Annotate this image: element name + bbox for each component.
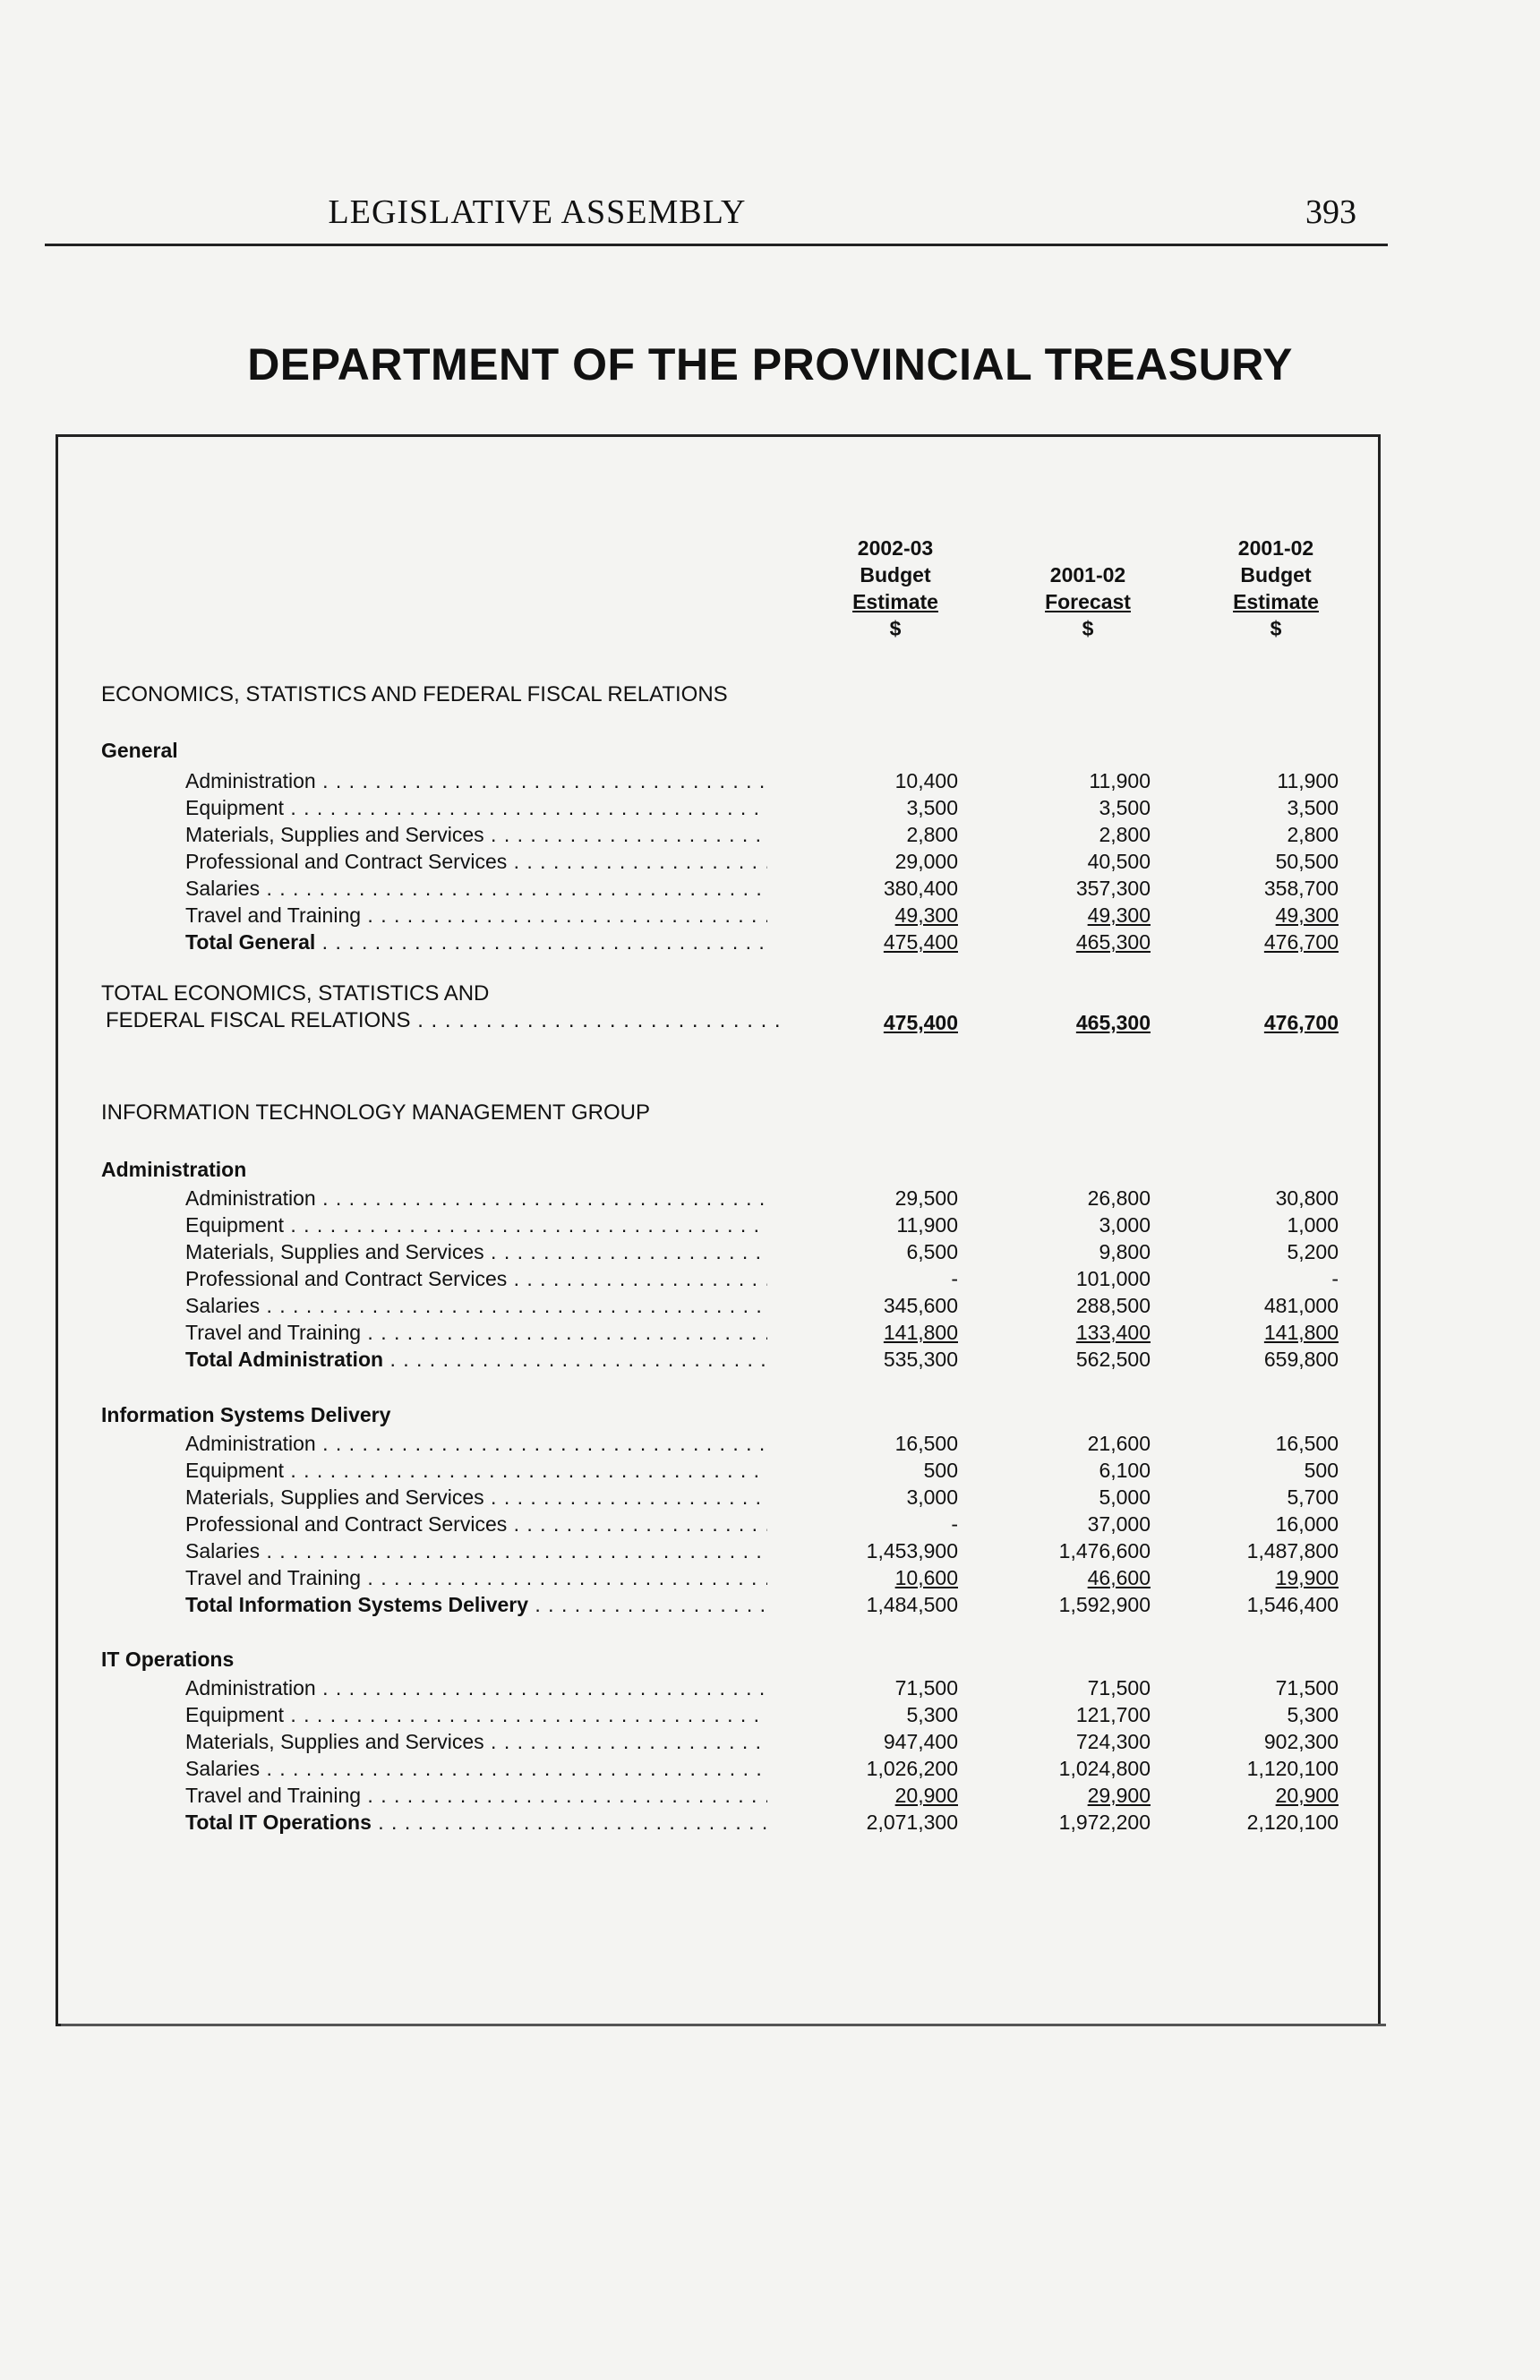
cell-value: 141,800 [1263,1321,1339,1344]
cell-value: 5,000 [1099,1485,1151,1509]
cell-value: 11,900 [1089,769,1151,792]
cell-value: 358,700 [1263,877,1339,900]
row-label: Travel and Training . . . [185,902,767,929]
col-year [989,535,1186,561]
col-year: 2001-02 [1237,536,1314,560]
table-row [0,821,1540,848]
group-title-it-operations: IT Operations [101,1648,235,1671]
cell-value: 11,900 [896,1213,958,1237]
cell-value: 11,900 [1277,769,1339,792]
row-label: Materials, Supplies and Services . . . [185,1728,767,1755]
cell-value: 1,592,900 [1058,1593,1151,1616]
table-row [0,1319,1540,1346]
cell-value: 37,000 [1087,1512,1151,1536]
row-label: Professional and Contract Services . . . [185,1265,767,1292]
col-kind: Estimate [852,590,938,613]
cell-value: 1,026,200 [866,1757,958,1780]
row-label: Administration . . . [185,767,767,794]
table-row [0,1238,1540,1265]
running-header-title: LEGISLATIVE ASSEMBLY [328,193,747,231]
table-row [0,1430,1540,1457]
table-row [0,1457,1540,1484]
table-row [0,1701,1540,1728]
cell-value: 16,500 [1275,1432,1339,1455]
frame-shadow [61,2024,1386,2026]
row-label: Salaries . . . [185,1537,767,1564]
table-row [0,767,1540,794]
cell-value: 71,500 [1275,1676,1339,1699]
row-label: Salaries . . . [185,1292,767,1319]
row-label: Administration . . . [185,1430,767,1457]
cell-value: 724,300 [1075,1730,1151,1753]
cell-value: 29,000 [894,850,958,873]
table-row [0,902,1540,929]
cell-value: 1,476,600 [1058,1539,1151,1562]
cell-value: 9,800 [1099,1240,1151,1263]
cell-value: 357,300 [1075,877,1151,900]
col-kind: Forecast [1045,590,1131,613]
table-row [0,1755,1540,1782]
row-label: Administration . . . [185,1185,767,1211]
row-label: Total IT Operations . . . [185,1809,767,1836]
cell-value: 133,400 [1075,1321,1151,1344]
cell-value: 49,300 [1275,903,1339,927]
cell-value: 6,500 [906,1240,958,1263]
table-row [0,1265,1540,1292]
column-header-forecast-2001 [989,535,1186,642]
cell-value: 1,453,900 [866,1539,958,1562]
cell-value: 1,487,800 [1246,1539,1339,1562]
cell-value: - [951,1512,958,1536]
cell-value: 29,900 [1087,1784,1151,1807]
cell-value: 141,800 [883,1321,958,1344]
table-row [0,1564,1540,1591]
column-header-budget-2002 [797,535,994,642]
section-title-economics: ECONOMICS, STATISTICS AND FEDERAL FISCAL RELATIONS [101,682,728,706]
cell-value: 947,400 [883,1730,958,1753]
col-type: 2001-02 [1049,563,1126,586]
cell-value: 29,500 [894,1186,958,1210]
table-row [0,1537,1540,1564]
cell-value: 902,300 [1263,1730,1339,1753]
table-row [0,1511,1540,1537]
table-row-total [0,929,1540,955]
cell-value: 1,024,800 [1058,1757,1151,1780]
col-unit: $ [1270,617,1282,640]
cell-value: 40,500 [1087,850,1151,873]
cell-value: 5,300 [906,1703,958,1726]
table-row [0,794,1540,821]
cell-value: 288,500 [1075,1294,1151,1317]
cell-value: 659,800 [1263,1348,1339,1371]
table-row [0,1292,1540,1319]
row-label: Salaries . . . [185,1755,767,1782]
cell-value: 535,300 [883,1348,958,1371]
cell-value: 475,400 [883,930,958,954]
cell-value: 380,400 [883,877,958,900]
cell-value: 1,120,100 [1246,1757,1339,1780]
cell-value: 562,500 [1075,1348,1151,1371]
row-label: Total Administration . . . [185,1346,767,1373]
cell-value: 21,600 [1087,1432,1151,1455]
row-label: Travel and Training . . . [185,1782,767,1809]
column-header-budget-2001 [1177,535,1374,642]
cell-value: 2,800 [1287,823,1339,846]
cell-value: 16,500 [894,1432,958,1455]
table-row [0,875,1540,902]
row-label: Materials, Supplies and Services . . . [185,1484,767,1511]
section-total-label: FEDERAL FISCAL RELATIONS [106,1008,411,1032]
section-title-itmg: INFORMATION TECHNOLOGY MANAGEMENT GROUP [101,1100,650,1125]
cell-value: 19,900 [1275,1566,1339,1589]
cell-value: 71,500 [1087,1676,1151,1699]
cell-value: 6,100 [1099,1459,1151,1482]
group-title-information-systems-delivery: Information Systems Delivery [101,1403,391,1426]
table-row-total [0,1809,1540,1836]
group-title-general: General [101,739,178,762]
header-rule [45,244,1388,246]
row-label: Materials, Supplies and Services . . . [185,821,767,848]
col-unit: $ [889,617,902,640]
cell-value: 345,600 [883,1294,958,1317]
col-type: Budget [1240,563,1312,586]
cell-value: 3,000 [906,1485,958,1509]
cell-value: 10,600 [894,1566,958,1589]
cell-value: 475,400 [883,1011,958,1034]
cell-value: 26,800 [1087,1186,1151,1210]
cell-value: 1,546,400 [1246,1593,1339,1616]
cell-value: 20,900 [1275,1784,1339,1807]
col-kind: Estimate [1233,590,1319,613]
cell-value: 465,300 [1075,930,1151,954]
group-title-administration: Administration [101,1158,247,1181]
row-label: Equipment . . . [185,794,767,821]
row-label: Administration . . . [185,1674,767,1701]
table-row [0,1728,1540,1755]
section-total-row [0,1009,1540,1036]
row-label: Professional and Contract Services . . . [185,1511,767,1537]
row-label: Total Information Systems Delivery . . . [185,1591,767,1618]
cell-value: 5,200 [1287,1240,1339,1263]
cell-value: 1,000 [1287,1213,1339,1237]
table-row [0,1185,1540,1211]
table-row [0,1782,1540,1809]
row-label: Equipment . . . [185,1211,767,1238]
cell-value: 30,800 [1275,1186,1339,1210]
cell-value: 3,500 [906,796,958,819]
row-label: Salaries . . . [185,875,767,902]
table-row [0,848,1540,875]
cell-value: - [1331,1267,1339,1290]
cell-value: 2,800 [906,823,958,846]
cell-value: 49,300 [1087,903,1151,927]
row-label: Total General . . . [185,929,767,955]
cell-value: 500 [923,1459,958,1482]
cell-value: 3,500 [1287,796,1339,819]
cell-value: 3,500 [1099,796,1151,819]
table-row-total [0,1591,1540,1618]
cell-value: - [951,1267,958,1290]
section-total-label-line1: TOTAL ECONOMICS, STATISTICS AND [101,981,490,1006]
col-year: 2002-03 [857,536,934,560]
cell-value: 10,400 [894,769,958,792]
row-label: Travel and Training . . . [185,1564,767,1591]
cell-value: 71,500 [894,1676,958,1699]
cell-value: 50,500 [1275,850,1339,873]
cell-value: 481,000 [1263,1294,1339,1317]
cell-value: 5,300 [1287,1703,1339,1726]
col-type: Budget [860,563,931,586]
cell-value: 2,071,300 [866,1811,958,1834]
cell-value: 101,000 [1075,1267,1151,1290]
page-title: DEPARTMENT OF THE PROVINCIAL TREASURY [247,339,1293,390]
table-row [0,1211,1540,1238]
cell-value: 49,300 [894,903,958,927]
row-label: Travel and Training . . . [185,1319,767,1346]
cell-value: 2,800 [1099,823,1151,846]
row-label: Equipment . . . [185,1701,767,1728]
row-label: Professional and Contract Services . . . [185,848,767,875]
cell-value: 20,900 [894,1784,958,1807]
cell-value: 3,000 [1099,1213,1151,1237]
cell-value: 2,120,100 [1246,1811,1339,1834]
cell-value: 46,600 [1087,1566,1151,1589]
page-number: 393 [1305,193,1356,231]
cell-value: 5,700 [1287,1485,1339,1509]
cell-value: 1,972,200 [1058,1811,1151,1834]
table-row [0,1674,1540,1701]
col-unit: $ [1082,617,1094,640]
row-label: Materials, Supplies and Services . . . [185,1238,767,1265]
cell-value: 465,300 [1075,1011,1151,1034]
table-row [0,1484,1540,1511]
table-row-total [0,1346,1540,1373]
cell-value: 500 [1304,1459,1339,1482]
cell-value: 476,700 [1263,930,1339,954]
cell-value: 476,700 [1263,1011,1339,1034]
cell-value: 1,484,500 [866,1593,958,1616]
row-label: Equipment . . . [185,1457,767,1484]
cell-value: 16,000 [1275,1512,1339,1536]
cell-value: 121,700 [1075,1703,1151,1726]
